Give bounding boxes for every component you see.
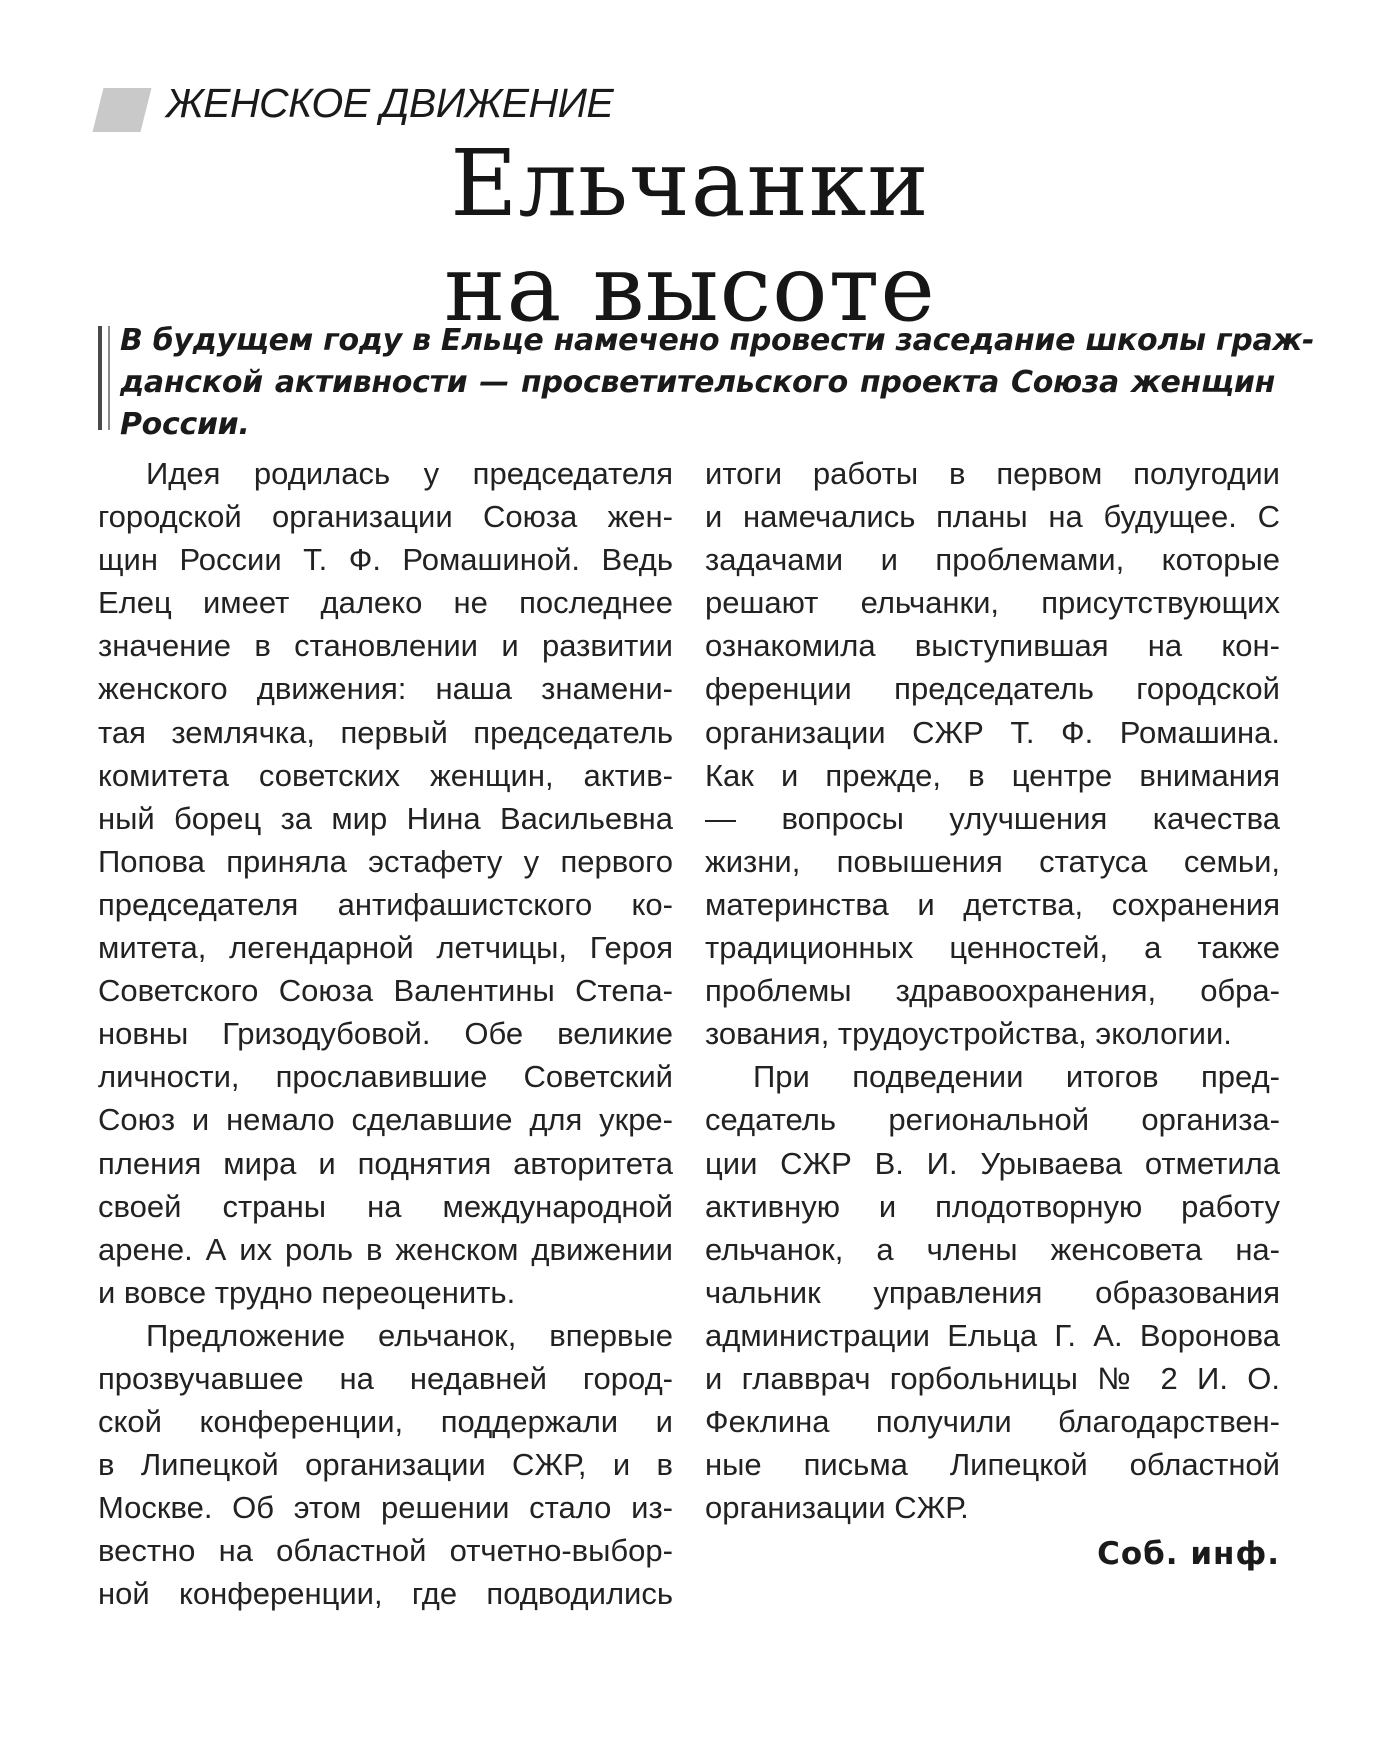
text-line: Москве. Об этом решении стало из- <box>98 1490 673 1526</box>
rubric-label: ЖЕНСКОЕ ДВИЖЕНИЕ <box>166 80 614 126</box>
headline-line-1: Ельчанки <box>450 130 930 237</box>
text-line: организации СЖР Т. Ф. Ромашина. <box>705 714 1280 750</box>
lead-rule <box>98 326 102 430</box>
text-line: администрации Ельца Г. А. Воронова <box>705 1317 1280 1353</box>
lead-paragraph <box>120 320 1315 446</box>
text-line: вестно на областной отчетно-выбор- <box>98 1533 673 1569</box>
text-line: новны Гризодубовой. Обе великие <box>98 1016 673 1052</box>
text-line: и вовсе трудно переоценить. <box>98 1274 516 1310</box>
text-line: городской организации Союза жен- <box>98 499 673 535</box>
article-column-right <box>705 452 1280 1529</box>
text-line: тая землячка, первый председатель <box>98 714 673 750</box>
text-line: ный борец за мир Нина Васильевна <box>98 800 673 836</box>
text-line: жизни, повышения статуса семьи, <box>705 843 1280 879</box>
text-line: прозвучавшее на недавней город- <box>98 1360 673 1396</box>
text-line: Союз и немало сделавшие для укре- <box>98 1102 673 1138</box>
text-line: ельчанок, а члены женсовета на- <box>705 1231 1280 1267</box>
text-line: председателя антифашистского ко- <box>98 886 673 922</box>
text-line: ференции председатель городской <box>705 671 1280 707</box>
text-line: проблемы здравоохранения, обра- <box>705 973 1280 1009</box>
text-line: чальник управления образования <box>705 1274 1280 1310</box>
lead-line: В будущем году в Ельце намечено провести заседание школы граж- <box>120 323 1315 358</box>
text-line: Идея родилась у председателя <box>146 456 673 491</box>
text-line: — вопросы улучшения качества <box>705 800 1280 836</box>
article-column-left <box>98 452 673 1616</box>
text-line: ской конференции, поддержали и <box>98 1404 673 1440</box>
text-line: Как и прежде, в центре внимания <box>705 757 1280 793</box>
text-line: пления мира и поднятия авторитета <box>98 1145 673 1181</box>
text-line: При подведении итогов пред- <box>753 1059 1280 1095</box>
text-line: митета, легендарной летчицы, Героя <box>98 930 673 966</box>
text-line: и намечались планы на будущее. С <box>705 499 1280 535</box>
text-line: итоги работы в первом полугодии <box>705 456 1280 491</box>
rubric-marker <box>93 88 152 132</box>
text-line: Предложение ельчанок, впервые <box>146 1317 673 1353</box>
text-line: материнства и детства, сохранения <box>705 886 1280 922</box>
text-line: зования, трудоустройства, экологии. <box>705 1016 1232 1052</box>
text-line: Елец имеет далеко не последнее <box>98 585 673 621</box>
text-line: Феклина получили благодарствен- <box>705 1404 1280 1440</box>
lead-line: данской активности — просветительского проекта Союза женщин <box>120 365 1275 400</box>
text-line: ные письма Липецкой областной <box>705 1447 1280 1483</box>
text-line: ной конференции, где подводились <box>98 1576 673 1612</box>
text-line: женского движения: наша знамени- <box>98 671 673 707</box>
text-line: и главврач горбольницы № 2 И. О. <box>705 1360 1280 1396</box>
lead-line: России. <box>120 407 250 442</box>
lead-rule-thin <box>108 326 110 430</box>
headline-line-2: на высоте <box>444 235 936 342</box>
text-line: организации СЖР. <box>705 1490 969 1526</box>
text-line: щин России Т. Ф. Ромашиной. Ведь <box>98 542 673 578</box>
text-line: задачами и проблемами, которые <box>705 542 1280 578</box>
text-line: личности, прославившие Советский <box>98 1059 673 1095</box>
text-line: ции СЖР В. И. Урываева отметила <box>705 1145 1280 1181</box>
text-line: ознакомила выступившая на кон- <box>705 628 1280 664</box>
text-line: комитета советских женщин, актив- <box>98 757 673 793</box>
text-line: Попова приняла эстафету у первого <box>98 843 673 879</box>
text-line: в Липецкой организации СЖР, и в <box>98 1447 673 1483</box>
text-line: решают ельчанки, присутствующих <box>705 585 1280 621</box>
signature: Соб. инф. <box>1097 1536 1280 1572</box>
text-line: традиционных ценностей, а также <box>705 930 1280 966</box>
text-line: значение в становлении и развитии <box>98 628 673 664</box>
text-line: седатель региональной организа- <box>705 1102 1280 1138</box>
text-line: активную и плодотворную работу <box>705 1188 1280 1224</box>
text-line: арене. А их роль в женском движении <box>98 1231 673 1267</box>
text-line: Советского Союза Валентины Степа- <box>98 973 673 1009</box>
text-line: своей страны на международной <box>98 1188 673 1224</box>
